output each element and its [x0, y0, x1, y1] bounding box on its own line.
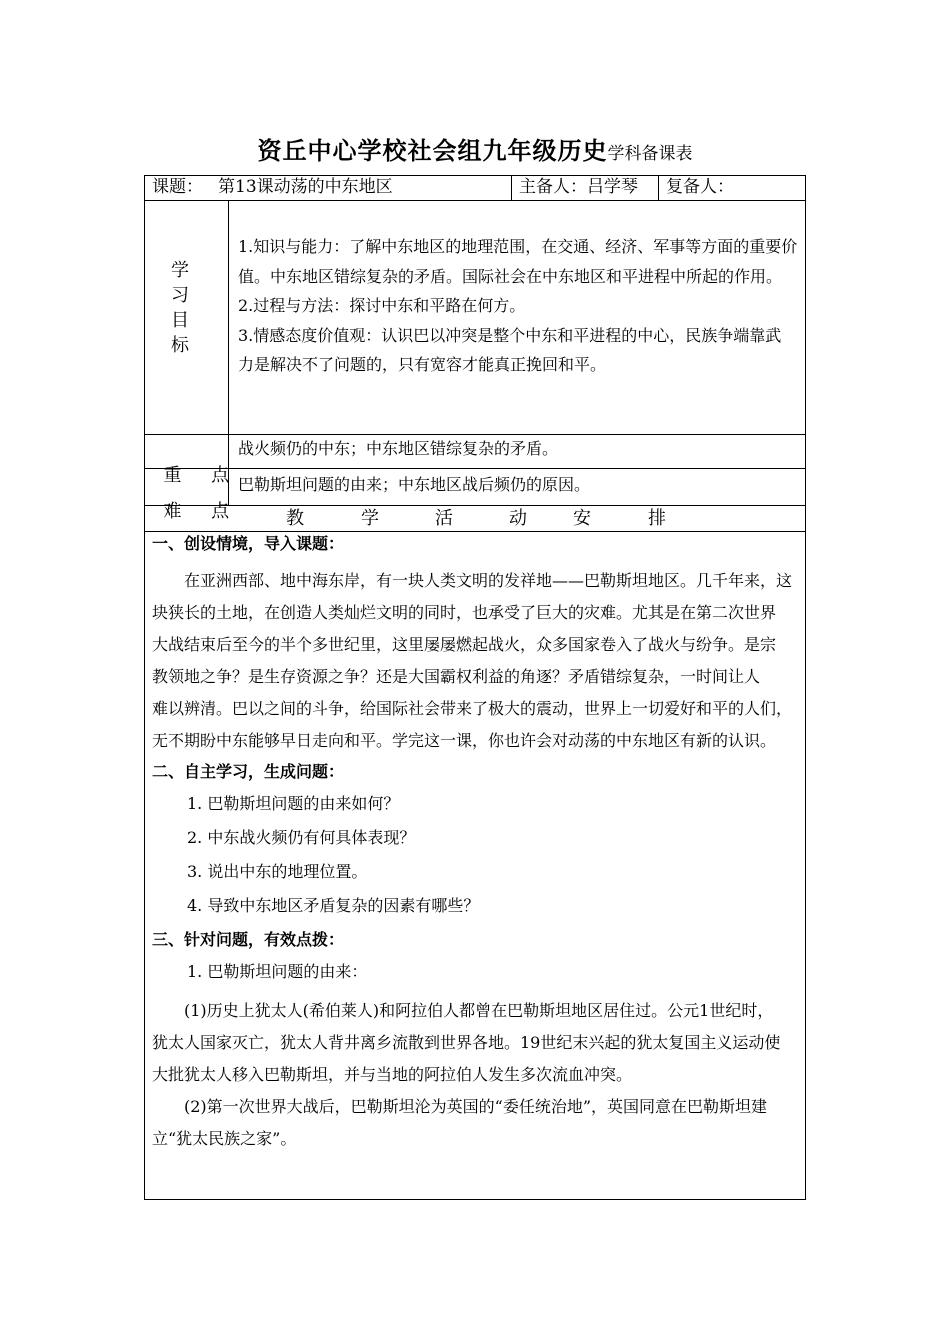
section-paragraph-line: 难以辨清。巴以之间的斗争，给国际社会带来了极大的震动，世界上一切爱好和平的人们，	[152, 699, 793, 718]
question-item: 4. 导致中东地区矛盾复杂的因素有哪些？	[187, 896, 480, 915]
section-paragraph-line: 无不期盼中东能够早日走向和平。学完这一课，你也许会对动荡的中东地区有新的认识。	[152, 731, 777, 750]
section-paragraph-line: 在亚洲西部、地中海东岸，有一块人类文明的发祥地——巴勒斯坦地区。几千年来，这	[152, 571, 793, 590]
goals-label-char: 习	[171, 285, 189, 306]
difficulties-text: 巴勒斯坦问题的由来；中东地区战后频仍的原因。	[238, 475, 591, 494]
page-title-main: 资丘中心学校社会组九年级历史	[257, 136, 608, 165]
question-item: 2. 中东战火频仍有何具体表现？	[187, 828, 416, 847]
lesson-content	[152, 533, 800, 1155]
goals-label-char: 学	[171, 260, 189, 281]
co-preparer-label: 复备人：	[666, 177, 734, 197]
activity-banner-char: 排	[648, 508, 666, 529]
section-paragraph-line: 教领地之争？是生存资源之争？还是大国霸权利益的角逐？矛盾错综复杂，一时间让人	[152, 667, 761, 686]
section-paragraph-line: 大批犹太人移入巴勒斯坦，并与当地的阿拉伯人发生多次流血冲突。	[152, 1065, 633, 1084]
col-divider	[658, 175, 659, 200]
row-divider	[144, 531, 806, 532]
activity-banner-char: 安	[573, 508, 591, 529]
goals-text	[238, 232, 800, 380]
page-title-suffix: 学科备课表	[607, 144, 693, 164]
col-divider	[511, 175, 512, 200]
goals-line: 1.知识与能力：了解中东地区的地理范围，在交通、经济、军事等方面的重要价	[238, 237, 798, 256]
goals-line: 力是解决不了问题的，只有宽容才能真正挽回和平。	[238, 355, 607, 374]
section-paragraph-line: 大战结束后至今的半个多世纪里，这里屡屡燃起战火，众多国家卷入了战火与纷争。是宗	[152, 635, 777, 654]
topic-value: 第13课动荡的中东地区	[218, 177, 393, 197]
difficulties-label	[152, 476, 241, 524]
section-heading: 一、创设情境，导入课题：	[152, 534, 345, 553]
question-item: 1. 巴勒斯坦问题的由来如何？	[187, 794, 400, 813]
section-paragraph-line: (2)第一次世界大战后，巴勒斯坦沦为英国的“委任统治地”，英国同意在巴勒斯坦建	[152, 1097, 768, 1116]
activity-banner-char: 教	[286, 508, 304, 529]
row-divider	[144, 200, 806, 201]
section-paragraph-line: 立“犹太民族之家”。	[152, 1129, 297, 1148]
section-heading: 二、自主学习，生成问题：	[152, 762, 345, 781]
section-paragraph-line: 块狭长的土地，在创造人类灿烂文明的同时，也承受了巨大的灾难。尤其是在第二次世界	[152, 603, 777, 622]
subsection-heading: 1. 巴勒斯坦问题的由来：	[187, 962, 368, 981]
row-divider	[144, 468, 806, 469]
page-title	[0, 134, 950, 171]
goals-label	[168, 258, 192, 358]
goals-label-char: 标	[171, 335, 189, 356]
section-heading: 三、针对问题，有效点拨：	[152, 930, 345, 949]
key-points-label-text: 重 点	[163, 465, 242, 486]
activity-banner-char: 动	[509, 508, 527, 529]
key-points-text: 战火频仍的中东；中东地区错综复杂的矛盾。	[238, 439, 559, 458]
section-paragraph-line: (1)历史上犹太人(希伯莱人)和阿拉伯人都曾在巴勒斯坦地区居住过。公元1世纪时，	[152, 1001, 774, 1020]
goals-line: 3.情感态度价值观：认识巴以冲突是整个中东和平进程的中心，民族争端靠武	[238, 325, 782, 345]
topic-label: 课题：	[152, 177, 203, 197]
row-divider	[144, 434, 806, 435]
activity-banner-char: 活	[435, 508, 453, 529]
question-item: 3. 说出中东的地理位置。	[187, 862, 368, 881]
section-paragraph-line: 犹太人国家灭亡，犹太人背井离乡流散到世界各地。19世纪末兴起的犹太复国主义运动使	[152, 1033, 781, 1052]
activity-banner-char: 学	[361, 508, 379, 529]
row-divider	[144, 505, 806, 506]
goals-label-char: 目	[171, 310, 189, 331]
goals-line: 2.过程与方法：探讨中东和平路在何方。	[238, 296, 526, 315]
preparer-label: 主备人：吕学琴	[519, 177, 638, 197]
goals-line: 值。中东地区错综复杂的矛盾。国际社会在中东地区和平进程中所起的作用。	[238, 266, 783, 286]
difficulties-label-text: 难 点	[163, 501, 242, 522]
